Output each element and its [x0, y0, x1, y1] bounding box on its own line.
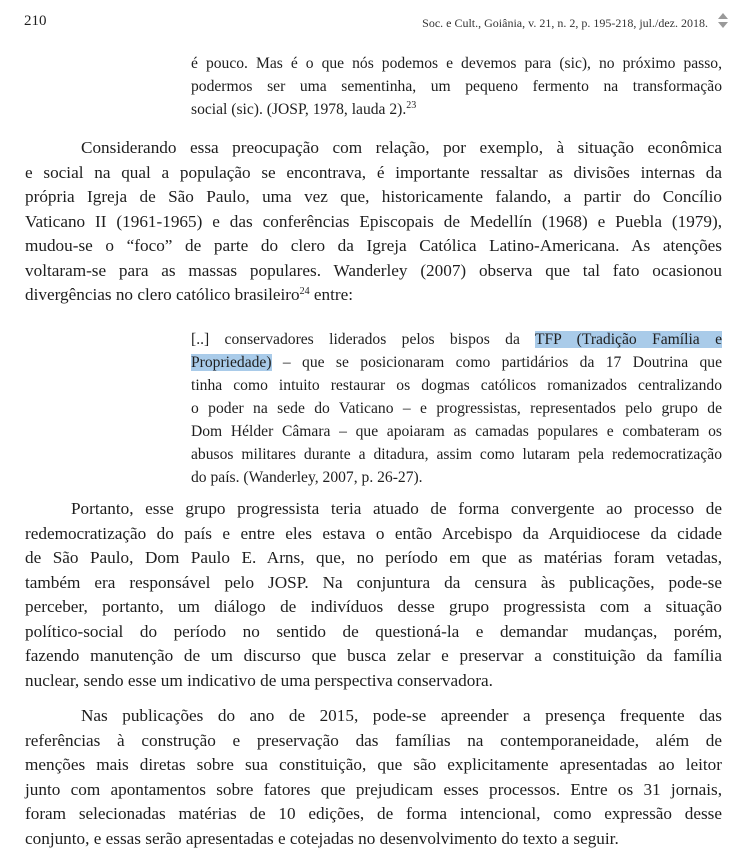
block-quote-continued — [191, 52, 722, 121]
paragraph-line: também era responsável pelo JOSP. Na conjuntura da censura às publicações, pode-se — [25, 572, 722, 592]
scroll-arrows-icon[interactable] — [717, 13, 729, 33]
paragraph-line: e social na qual a população se encontrava, é importante ressaltar as divisões internas da — [25, 162, 722, 182]
page-number: 210 — [24, 13, 47, 29]
quote-line: o poder na sede do Vaticano – e progressistas, representados pelo grupo de — [191, 400, 722, 417]
paragraph-line: político-social do período no sentido de questioná-la e demandar mudanças, porém, — [25, 621, 722, 641]
body-paragraph — [25, 136, 722, 308]
body-paragraph — [25, 497, 722, 693]
paragraph-line: Nas publicações do ano de 2015, pode-se apreender a presença frequente das — [81, 706, 722, 725]
paragraph-line: fazendo manutenção de um discurso que busca zelar e preservar a constituição da família — [25, 646, 722, 665]
quote-line: Dom Hélder Câmara – que apoiaram as camadas populares e combateram os — [191, 423, 722, 440]
paragraph-line: Considerando essa preocupação com relação, por exemplo, à situação econômica — [81, 138, 722, 157]
block-quote — [191, 328, 722, 489]
paragraph-line: Vaticano II (1961-1965) e das conferências Episcopais de Medellín (1968) e Puebla (1979), — [25, 211, 722, 231]
quote-line: Propriedade) – que se posicionaram como partidários da 17 Doutrina que — [191, 354, 722, 371]
quote-line: abusos militares durante a ditadura, assim como lutaram pela redemocratização — [191, 446, 722, 463]
paragraph-line: mudou-se o “foco” de parte do clero da Igreja Católica Latino-Americana. As atenções — [25, 236, 722, 255]
paragraph-line: foram selecionadas matérias de 10 edições, de forma intencional, como expressão desse — [25, 804, 722, 823]
paragraph-line: Portanto, esse grupo progressista teria atuado de forma convergente ao processo de — [71, 499, 722, 518]
paragraph-line: de São Paulo, Dom Paulo E. Arns, que, no período em que as matérias foram vetadas, — [25, 548, 722, 567]
quote-line: [..] conservadores liderados pelos bispos da TFP (Tradição Família e — [191, 331, 723, 348]
paragraph-line-last: conjunto, e essas serão apresentadas e cotejadas no desenvolvimento do texto a seguir. — [25, 828, 619, 848]
running-header: Soc. e Cult., Goiânia, v. 21, n. 2, p. 195-218, jul./dez. 2018. — [422, 16, 708, 30]
paragraph-line: perceber, portanto, um diálogo de indivíduos desse grupo progressista com a situação — [25, 597, 722, 616]
paragraph-line: referências à construção e preservação das famílias na contemporaneidade, além de — [25, 730, 722, 750]
quote-line: podermos ser uma sementinha, um pequeno fermento na transformação — [191, 78, 722, 95]
paragraph-line: junto com apontamentos sobre fatores que prejudicam esses processos. Entre os 31 jornais, — [25, 779, 722, 799]
footnote-marker[interactable]: 23 — [406, 100, 417, 111]
quote-line-last: do país. (Wanderley, 2007, p. 26-27). — [191, 469, 423, 486]
quote-line-last: social (sic). (JOSP, 1978, lauda 2).$^{23}$ — [191, 100, 417, 118]
paragraph-line: própria Igreja de São Paulo, uma vez que, historicamente falando, a partir do Concílio — [25, 187, 722, 206]
paragraph-line-last: divergências no clero católico brasileiro$^{24}$ entre: — [25, 285, 354, 304]
paragraph-line: menções mais diretas sobre sua constituição, que são explicitamente apresentadas ao leitor — [25, 755, 722, 774]
highlighted-selection[interactable]: Propriedade) — [191, 354, 272, 371]
paragraph-line: voltaram-se para as massas populares. Wanderley (2007) observa que tal fato ocasionou — [25, 260, 722, 280]
quote-line: é pouco. Mas é o que nós podemos e devemos para (sic), no próximo passo, — [191, 55, 722, 72]
highlighted-selection[interactable]: TFP (Tradição Família e — [534, 331, 723, 348]
quote-line: tinha como intuito restaurar os dogmas católicos romanizados centralizando — [191, 377, 722, 394]
footnote-marker[interactable]: 24 — [299, 286, 310, 297]
paragraph-line-last: nuclear, sendo esse um indicativo de uma perspectiva conservadora. — [25, 670, 493, 690]
paragraph-line: redemocratização do país e entre eles estava o então Arcebispo da Arquidiocese da cidade — [25, 523, 722, 543]
body-paragraph — [25, 704, 722, 851]
